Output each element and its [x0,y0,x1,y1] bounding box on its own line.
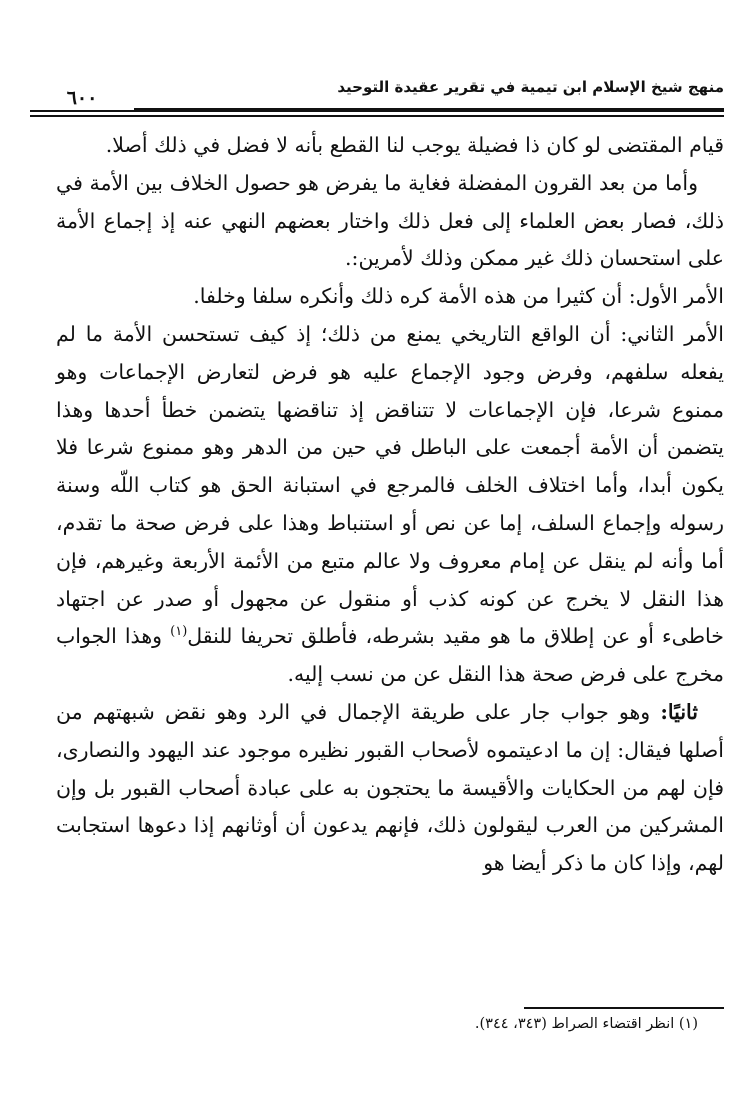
paragraph-3: الأمر الأول: أن كثيرا من هذه الأمة كره ذلك وأنكره سلفا وخلفا. [193,284,724,309]
footnote-reference: (١) [170,624,188,640]
paragraph-4-text-a: الأمر الثاني: أن الواقع التاريخي يمنع من ذلك؛ إذ كيف تستحسن الأمة ما لم يفعله سلفهم، وفرض وجود الإجماع عليه هو فرض لتعارض الإجماعات وهو ممنوع شرعا، فإن الإجماعات لا تتناقض إذ تناقضها يتضمن خطأ أحدها وهذا يتضمن أن الأمة أجمعت على الباطل في حين من الدهر وهو ممنوع شرعا فلا يكون أبدا، وأما اختلاف الخلف فالمرجع في استبانة الحق هو كتاب اللّه وسنة رسوله وإجماع السلف، إما عن نص أو استنباط وهذا على فرض صحة ما تقدم، أما وأنه لم ينقل عن إمام معروف ولا عالم متبع من الأئمة الأربعة وغيرهم، فإن هذا النقل لا يخرج عن كونه كذب أو منقول عن مجهول أو صدر عن اجتهاد خاطىء أو عن إطلاق ما هو مقيد بشرطه، فأطلق تحريفا للنقل [56,321,724,649]
paragraph-2: وأما من بعد القرون المفضلة فغاية ما يفرض هو حصول الخلاف بين الأمة في ذلك، فصار بعض العلماء إلى فعل ذلك واختار بعضهم النهي عنه إذ إجماع الأمة على استحسان ذلك غير ممكن وذلك لأمرين:. [56,170,724,271]
footnote-separator [524,1007,724,1009]
footnote: (١) انظر اقتضاء الصراط (٣٤٣، ٣٤٤). [474,1016,698,1032]
paragraph-5-text: وهو جواب جار على طريقة الإجمال في الرد وهو نقض شبهتهم من أصلها فيقال: إن ما ادعيتموه لأصحاب القبور نظيره موجود عند اليهود والنصارى، فإن لهم من الحكايات والأقيسة ما يحتجون به على عبادة أصحاب القبور بل وإن المشركين من العرب ليقولون ذلك، فإنهم يدعون أن أوثانهم إذا دعوها استجابت لهم، وإذا كان ما ذكر أيضا هو [56,699,724,876]
page-number: ٦٠٠ [30,86,134,110]
body-text [56,127,724,883]
paragraph-1: قيام المقتضى لو كان ذا فضيلة يوجب لنا القطع بأنه لا فضل في ذلك أصلا. [105,133,724,157]
running-title: منهج شيخ الإسلام ابن تيمية في تقرير عقيدة التوحيد [337,78,724,96]
paragraph-5 [56,694,724,883]
paragraph-5-label: ثانيًا: [660,699,698,724]
paragraph-4 [56,316,724,694]
paragraph-4-text-b: وهذا الجواب مخرج على فرض صحة هذا النقل عن من نسب إليه. [56,624,724,687]
page-header [30,72,724,122]
header-rule-thick [30,108,724,112]
header-rule-thin [30,115,724,117]
